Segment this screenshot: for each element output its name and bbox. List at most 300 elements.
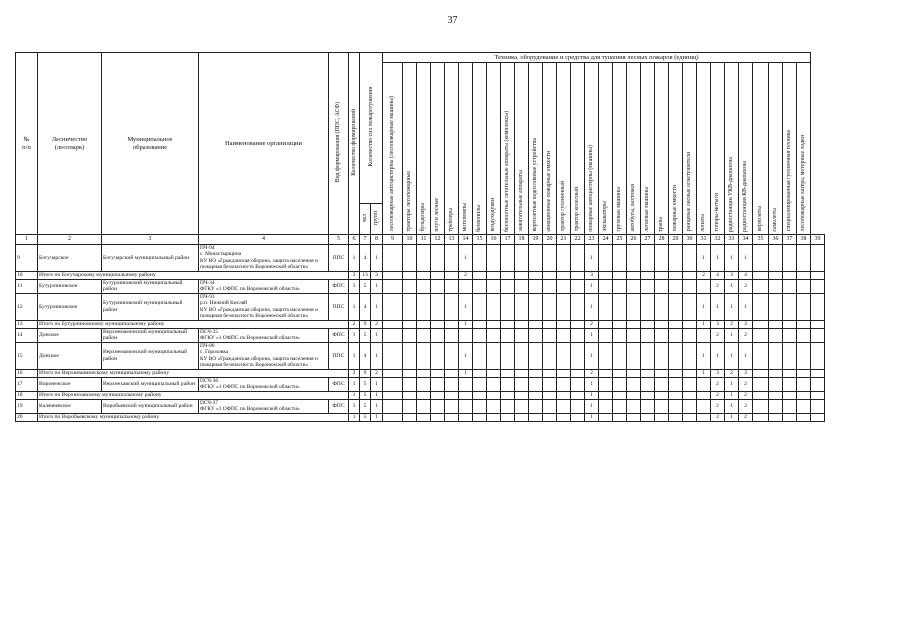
equipment-cell: [797, 413, 811, 421]
equipment-cell: [613, 413, 627, 421]
equipment-cell: [487, 293, 501, 320]
equipment-cell: [383, 413, 403, 421]
equipment-cell: [571, 328, 585, 342]
form-type-cell: ФПС: [329, 399, 349, 413]
equipment-cell: [445, 271, 459, 279]
equipment-cell: 1: [725, 328, 739, 342]
header-form-type-cell: [329, 53, 349, 235]
header-equipment-6-cell: [459, 63, 473, 235]
equipment-cell: [655, 342, 669, 369]
equipment-cell: [683, 391, 697, 399]
equipment-cell: [669, 279, 683, 293]
equipment-cell: [599, 245, 613, 272]
equipment-cell: [431, 279, 445, 293]
equipment-cell: [797, 342, 811, 369]
column-number: 1: [16, 235, 38, 245]
equipment-cell: [431, 271, 445, 279]
equipment-cell: [543, 369, 557, 377]
equipment-cell: [669, 377, 683, 391]
equipment-cell: [445, 279, 459, 293]
equipment-cell: 2: [739, 413, 753, 421]
equipment-cell: [641, 245, 655, 272]
people-cell: 5: [360, 377, 371, 391]
header-equipment-11: вертолетные водосливные устройства: [532, 138, 539, 232]
municipal-cell: Верхнемамонский муниципальный район: [102, 342, 199, 369]
equipment-cell: [641, 399, 655, 413]
equipment-cell: [501, 413, 515, 421]
equipment-cell: [543, 293, 557, 320]
formations-cell: 2: [349, 369, 360, 377]
header-equipment-30-cell: [797, 63, 811, 235]
equipment-cell: 1: [697, 369, 711, 377]
equipment-cell: [599, 377, 613, 391]
header-equipment-29-cell: [783, 63, 797, 235]
equipment-cell: [501, 293, 515, 320]
equipment-cell: [543, 342, 557, 369]
formations-cell: 1: [349, 342, 360, 369]
column-number-row: [16, 235, 825, 245]
header-formations-count: Количество формирований: [350, 108, 357, 176]
equipment-cell: 1: [585, 413, 599, 421]
equipment-cell: [431, 245, 445, 272]
equipment-cell: [515, 342, 529, 369]
equipment-cell: 2: [711, 328, 725, 342]
equipment-cell: [599, 279, 613, 293]
equipment-cell: [445, 245, 459, 272]
equipment-cell: [783, 377, 797, 391]
equipment-cell: [683, 279, 697, 293]
equipment-cell: [417, 399, 431, 413]
equipment-cell: [627, 279, 641, 293]
equipment-cell: 1: [459, 293, 473, 320]
header-equipment-26: радиостанции КВ-диапазона: [742, 160, 749, 232]
header-equipment-26-cell: [739, 63, 753, 235]
equipment-cell: 1: [585, 342, 599, 369]
header-form-type: Вид формирования (ППС, АСФ): [335, 102, 342, 183]
header-equipment-10: зажигательные аппараты: [518, 170, 525, 232]
equipment-cell: [571, 279, 585, 293]
equipment-cell: [753, 391, 769, 399]
equipment-cell: [431, 377, 445, 391]
equipment-cell: [797, 391, 811, 399]
equipment-cell: [431, 320, 445, 328]
equipment-cell: [669, 369, 683, 377]
equipment-cell: [487, 399, 501, 413]
equipment-cell: [571, 271, 585, 279]
equipment-cell: 2: [585, 369, 599, 377]
equipment-cell: [501, 328, 515, 342]
column-number: 17: [501, 235, 515, 245]
equipment-cell: [543, 328, 557, 342]
lesnichestvo-cell: Бутурлиновское: [38, 293, 102, 320]
equipment-cell: 1: [585, 279, 599, 293]
formations-cell: 1: [349, 245, 360, 272]
equipment-cell: [613, 391, 627, 399]
equipment-cell: [431, 413, 445, 421]
equipment-cell: [501, 391, 515, 399]
people-cell: 5: [360, 279, 371, 293]
equipment-cell: 1: [585, 377, 599, 391]
table-row: [16, 342, 825, 369]
organization-cell: ПСЧ-37 ФГКУ «1 ОФПС по Воронежской области»: [199, 399, 329, 413]
equipment-cell: [459, 413, 473, 421]
equipment-cell: 3: [711, 320, 725, 328]
header-equipment-2-cell: [403, 63, 417, 235]
equipment-cell: [613, 293, 627, 320]
equipment-cell: [529, 320, 543, 328]
equipment-cell: [529, 328, 543, 342]
header-org-name: Наименование организации: [224, 139, 303, 147]
equipment-cell: [473, 413, 487, 421]
total-label: Итого по Богучарскому муниципальному району: [38, 271, 349, 279]
equipment-cell: [417, 271, 431, 279]
header-equipment-2: тракторы лесопожарные: [406, 171, 413, 232]
equipment-cell: [515, 245, 529, 272]
column-number: 26: [627, 235, 641, 245]
header-equipment-17: грузовые машины: [616, 186, 623, 232]
header-equipment-18-cell: [627, 63, 641, 235]
column-number: 31: [697, 235, 711, 245]
equipment-cell: [683, 293, 697, 320]
column-number: 14: [459, 235, 473, 245]
formations-cell: 1: [349, 399, 360, 413]
equipment-cell: [641, 293, 655, 320]
equipment-cell: [641, 377, 655, 391]
equipment-cell: [797, 293, 811, 320]
row-number: 13: [16, 320, 38, 328]
equipment-cell: 1: [711, 245, 725, 272]
organization-cell: ПСЧ-35 ФГКУ «1 ОФПС по Воронежской области»: [199, 328, 329, 342]
equipment-cell: [669, 293, 683, 320]
equipment-cell: [473, 293, 487, 320]
groups-cell: 2: [371, 320, 383, 328]
people-cell: 9: [360, 369, 371, 377]
column-number: 30: [683, 235, 697, 245]
equipment-cell: 1: [725, 399, 739, 413]
people-cell: 4: [360, 245, 371, 272]
equipment-cell: 1: [711, 293, 725, 320]
equipment-cell: 2: [711, 413, 725, 421]
column-number: 32: [711, 235, 725, 245]
equipment-cell: 3: [739, 320, 753, 328]
equipment-cell: [557, 245, 571, 272]
header-equipment-30: лесопожарные катера, моторные лодки: [800, 135, 807, 232]
equipment-cell: 2: [711, 399, 725, 413]
people-cell: 5: [360, 413, 371, 421]
table-row: [16, 293, 825, 320]
equipment-cell: [557, 377, 571, 391]
groups-cell: 1: [371, 377, 383, 391]
equipment-cell: [431, 293, 445, 320]
equipment-cell: [529, 391, 543, 399]
equipment-cell: [515, 391, 529, 399]
equipment-cell: [529, 413, 543, 421]
equipment-cell: [811, 279, 825, 293]
organization-cell: ПЧ-93 р.п. Нижний Кисляй КУ ВО «Гражданская оборона, защита населения и пожарная безопасность Воронежской области»: [199, 293, 329, 320]
equipment-cell: [641, 328, 655, 342]
equipment-cell: 2: [739, 328, 753, 342]
municipal-cell: Бутурлиновский муниципальный район: [102, 279, 199, 293]
equipment-cell: [753, 320, 769, 328]
equipment-cell: [403, 342, 417, 369]
column-number: 11: [417, 235, 431, 245]
equipment-cell: [655, 320, 669, 328]
equipment-cell: [431, 342, 445, 369]
groups-cell: 1: [371, 279, 383, 293]
municipal-cell: Бутурлиновский муниципальный район: [102, 293, 199, 320]
equipment-cell: [783, 399, 797, 413]
equipment-cell: 1: [725, 342, 739, 369]
header-equipment-24: топоры-мотыги: [714, 193, 721, 232]
organization-cell: ПСЧ-36 ФГКУ «1 ОФПС по Воронежской области»: [199, 377, 329, 391]
equipment-cell: [571, 399, 585, 413]
equipment-cell: 2: [585, 320, 599, 328]
equipment-cell: [459, 328, 473, 342]
header-equipment-27: вертолеты: [757, 206, 764, 232]
equipment-cell: 1: [459, 342, 473, 369]
equipment-cell: [487, 369, 501, 377]
equipment-cell: [753, 342, 769, 369]
header-equipment-25-cell: [725, 63, 739, 235]
equipment-cell: 1: [711, 342, 725, 369]
equipment-cell: 2: [739, 279, 753, 293]
equipment-cell: [769, 377, 783, 391]
groups-cell: 1: [371, 399, 383, 413]
groups-cell: 1: [371, 328, 383, 342]
equipment-cell: [473, 245, 487, 272]
people-cell: 5: [360, 391, 371, 399]
equipment-cell: [641, 413, 655, 421]
equipment-cell: [627, 293, 641, 320]
equipment-cell: 2: [739, 391, 753, 399]
equipment-cell: [543, 399, 557, 413]
equipment-cell: [753, 328, 769, 342]
equipment-cell: 2: [711, 391, 725, 399]
column-number: 13: [445, 235, 459, 245]
formations-cell: 3: [349, 271, 360, 279]
equipment-cell: [769, 271, 783, 279]
equipment-cell: 2: [739, 399, 753, 413]
equipment-cell: [473, 271, 487, 279]
equipment-cell: [613, 328, 627, 342]
equipment-cell: [783, 293, 797, 320]
equipment-cell: 4: [711, 271, 725, 279]
header-equipment-5-cell: [445, 63, 459, 235]
row-number: 18: [16, 391, 38, 399]
column-number: 21: [557, 235, 571, 245]
equipment-cell: [487, 271, 501, 279]
equipment-cell: [783, 391, 797, 399]
equipment-cell: [383, 320, 403, 328]
lesnichestvo-cell: Донское: [38, 328, 102, 342]
equipment-cell: [557, 342, 571, 369]
municipal-cell: Воробьевский муниципальный район: [102, 399, 199, 413]
equipment-cell: [473, 342, 487, 369]
formations-cell: 1: [349, 391, 360, 399]
equipment-cell: [557, 413, 571, 421]
equipment-cell: [769, 391, 783, 399]
equipment-cell: [473, 399, 487, 413]
equipment-cell: [459, 279, 473, 293]
header-equipment-18: автобусы, вахтовки: [630, 184, 637, 232]
equipment-cell: [459, 391, 473, 399]
equipment-cell: [529, 342, 543, 369]
formations-cell: 1: [349, 279, 360, 293]
equipment-cell: [487, 342, 501, 369]
equipment-cell: [515, 320, 529, 328]
equipment-cell: [543, 271, 557, 279]
equipment-cell: [613, 271, 627, 279]
equipment-cell: [797, 279, 811, 293]
equipment-cell: [783, 328, 797, 342]
header-row-1: [16, 53, 825, 63]
equipment-cell: [769, 279, 783, 293]
equipment-cell: [473, 377, 487, 391]
header-formations-count-cell: [349, 53, 360, 235]
column-number: 33: [725, 235, 739, 245]
people-cell: 5: [360, 399, 371, 413]
row-number: 14: [16, 328, 38, 342]
equipment-cell: [445, 369, 459, 377]
equipment-cell: [557, 271, 571, 279]
equipment-cell: [811, 293, 825, 320]
equipment-cell: [529, 245, 543, 272]
equipment-cell: [627, 342, 641, 369]
equipment-cell: [669, 413, 683, 421]
header-equipment-3: бульдозеры: [420, 203, 427, 232]
equipment-cell: [753, 271, 769, 279]
column-number: 20: [543, 235, 557, 245]
equipment-cell: [683, 271, 697, 279]
equipment-cell: [655, 271, 669, 279]
header-equipment-9: беспилотные летательные аппараты (комплексы): [504, 110, 511, 232]
equipment-cell: [501, 342, 515, 369]
equipment-cell: [783, 342, 797, 369]
equipment-cell: [753, 293, 769, 320]
equipment-cell: 3: [585, 271, 599, 279]
equipment-cell: [811, 377, 825, 391]
header-equipment-21: пожарные емкости: [672, 185, 679, 232]
total-label: Итого по Бутурлиновскому муниципальному району: [38, 320, 349, 328]
equipment-cell: [431, 369, 445, 377]
people-cell: 4: [360, 293, 371, 320]
column-number: 4: [199, 235, 329, 245]
equipment-cell: [697, 328, 711, 342]
equipment-cell: [417, 369, 431, 377]
header-equipment-19-cell: [641, 63, 655, 235]
header-equipment-16-cell: [599, 63, 613, 235]
equipment-cell: 3: [739, 369, 753, 377]
header-equipment-1-cell: [383, 63, 403, 235]
equipment-cell: [459, 377, 473, 391]
equipment-cell: [769, 413, 783, 421]
column-number: 36: [769, 235, 783, 245]
equipment-cell: [627, 320, 641, 328]
equipment-cell: [753, 245, 769, 272]
equipment-cell: [811, 413, 825, 421]
table-row: [16, 399, 825, 413]
header-equipment-12-cell: [543, 63, 557, 235]
formations-cell: 1: [349, 377, 360, 391]
header-equipment-14: трактор колесный: [574, 187, 581, 232]
equipment-cell: [655, 377, 669, 391]
equipment-cell: [753, 399, 769, 413]
equipment-cell: [599, 320, 613, 328]
column-number: 9: [383, 235, 403, 245]
equipment-cell: [613, 279, 627, 293]
equipment-cell: [417, 279, 431, 293]
equipment-cell: [403, 245, 417, 272]
equipment-cell: [571, 293, 585, 320]
equipment-cell: [627, 391, 641, 399]
equipment-cell: [515, 279, 529, 293]
header-equipment-23: лопаты: [700, 213, 707, 232]
equipment-cell: [655, 399, 669, 413]
equipment-cell: [417, 377, 431, 391]
column-number: 15: [473, 235, 487, 245]
equipment-cell: [599, 413, 613, 421]
table-row: [16, 377, 825, 391]
equipment-cell: [403, 399, 417, 413]
equipment-cell: [599, 391, 613, 399]
equipment-cell: [529, 293, 543, 320]
equipment-cell: [783, 369, 797, 377]
equipment-cell: [697, 399, 711, 413]
equipment-cell: [403, 279, 417, 293]
equipment-cell: [417, 342, 431, 369]
equipment-cell: [515, 369, 529, 377]
equipment-cell: [515, 271, 529, 279]
equipment-cell: [797, 271, 811, 279]
equipment-cell: [501, 377, 515, 391]
equipment-cell: [655, 413, 669, 421]
header-equipment-7-cell: [473, 63, 487, 235]
equipment-cell: 1: [697, 293, 711, 320]
equipment-cell: [431, 399, 445, 413]
header-people-cell: [360, 204, 371, 235]
equipment-cell: [403, 377, 417, 391]
equipment-cell: [697, 391, 711, 399]
equipment-cell: [669, 328, 683, 342]
formations-cell: 2: [349, 320, 360, 328]
equipment-cell: [403, 293, 417, 320]
equipment-cell: [543, 279, 557, 293]
equipment-cell: 1: [697, 320, 711, 328]
groups-cell: 1: [371, 342, 383, 369]
column-number: 22: [571, 235, 585, 245]
equipment-cell: [383, 279, 403, 293]
equipment-cell: [797, 377, 811, 391]
header-lesnichestvo: Лесничество (лесопарк): [51, 136, 88, 151]
header-equipment-24-cell: [711, 63, 725, 235]
equipment-cell: [383, 328, 403, 342]
equipment-cell: [697, 279, 711, 293]
equipment-cell: [473, 391, 487, 399]
equipment-cell: [683, 342, 697, 369]
equipment-cell: 2: [459, 271, 473, 279]
equipment-cell: [557, 391, 571, 399]
equipment-cell: 1: [585, 391, 599, 399]
municipal-cell: Верхнехавский муниципальный район: [102, 377, 199, 391]
header-equipment-13: трактор гусеничный: [560, 181, 567, 232]
equipment-cell: [571, 369, 585, 377]
equipment-cell: 2: [711, 279, 725, 293]
header-equipment-22: ранцевые лесные огнетушители: [686, 152, 693, 232]
header-no: № п/п: [22, 136, 31, 151]
equipment-cell: [515, 328, 529, 342]
equipment-cell: 1: [585, 328, 599, 342]
equipment-cell: 1: [585, 245, 599, 272]
